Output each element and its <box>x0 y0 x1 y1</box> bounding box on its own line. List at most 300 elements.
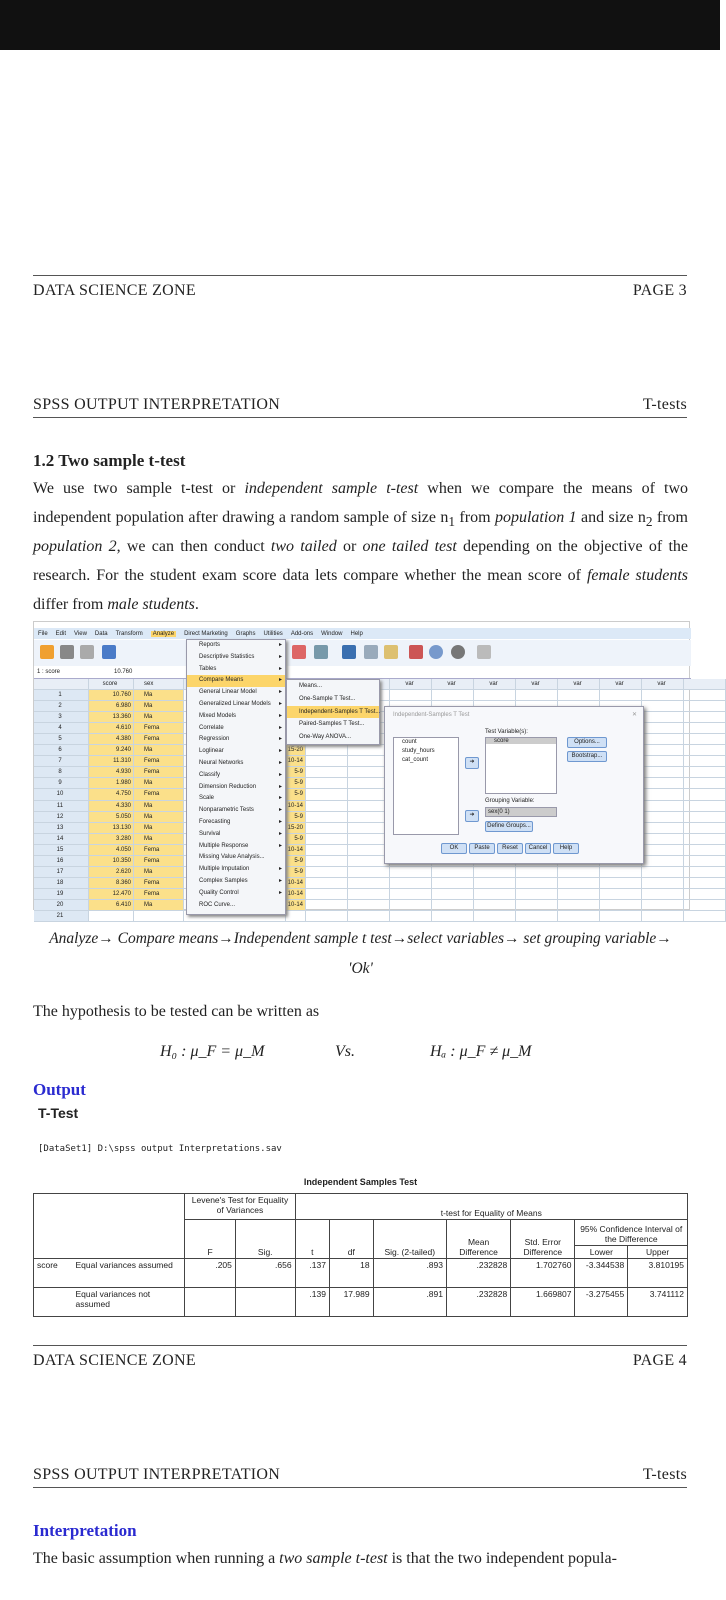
cell[interactable] <box>642 911 684 922</box>
cell[interactable] <box>684 712 726 723</box>
cell[interactable]: Ma <box>134 778 184 789</box>
cell[interactable] <box>642 856 684 867</box>
cell[interactable] <box>306 889 348 900</box>
submenu-item[interactable]: Independent-Samples T Test... <box>287 706 379 719</box>
cell[interactable] <box>642 889 684 900</box>
cell[interactable] <box>516 867 558 878</box>
cell[interactable]: Fema <box>134 789 184 800</box>
cell[interactable] <box>642 745 684 756</box>
cell[interactable] <box>642 723 684 734</box>
menu-window[interactable]: Window <box>321 630 343 637</box>
cell[interactable] <box>306 878 348 889</box>
cell[interactable] <box>306 767 348 778</box>
menu-item-label: Tables <box>199 665 217 672</box>
compare-means-submenu <box>286 679 380 745</box>
cell[interactable]: 10-14 <box>286 900 306 911</box>
cell[interactable] <box>684 834 726 845</box>
cell[interactable]: Fema <box>134 723 184 734</box>
menu-item[interactable] <box>187 841 285 853</box>
cell[interactable] <box>89 911 134 922</box>
cell[interactable] <box>684 745 726 756</box>
cell[interactable]: 10-14 <box>286 756 306 767</box>
cell[interactable] <box>306 834 348 845</box>
cell[interactable] <box>642 834 684 845</box>
menu-item[interactable] <box>187 864 285 876</box>
chevron-right-icon: ▸ <box>278 724 282 731</box>
cell-reference <box>34 667 691 679</box>
header-left: SPSS OUTPUT INTERPRETATION <box>33 396 281 413</box>
cell[interactable]: Fema <box>134 878 184 889</box>
row-number[interactable]: 18 <box>34 878 89 889</box>
cell[interactable] <box>474 867 516 878</box>
row-number[interactable]: 13 <box>34 823 89 834</box>
menu-item-label: Reports <box>199 642 221 648</box>
cell[interactable] <box>306 778 348 789</box>
alt-hypothesis: Hₐ : μ_F ≠ μ_M <box>430 1043 532 1060</box>
cell[interactable] <box>390 690 432 701</box>
row-number[interactable]: 9 <box>34 778 89 789</box>
cell[interactable]: 2.620 <box>89 867 134 878</box>
cell[interactable]: Ma <box>134 701 184 712</box>
cell[interactable]: 15-20 <box>286 823 306 834</box>
cell[interactable] <box>642 778 684 789</box>
chevron-right-icon: ▸ <box>278 866 282 873</box>
cell[interactable] <box>390 889 432 900</box>
scale-icon <box>364 645 378 659</box>
cell[interactable]: Fema <box>134 767 184 778</box>
cell[interactable] <box>306 756 348 767</box>
cell[interactable] <box>600 867 642 878</box>
cell-value: 1.702760 <box>511 1259 575 1288</box>
cell[interactable] <box>642 690 684 701</box>
cell[interactable]: 10.760 <box>89 690 134 701</box>
cell[interactable] <box>432 889 474 900</box>
cell[interactable] <box>684 778 726 789</box>
row-number[interactable]: 2 <box>34 701 89 712</box>
options-button[interactable]: Options... <box>567 737 607 748</box>
chevron-right-icon: ▸ <box>278 700 282 707</box>
cell[interactable] <box>642 767 684 778</box>
menu-item-label: ROC Curve... <box>199 901 236 908</box>
menu-item[interactable] <box>187 699 285 711</box>
col-header: Std. Error Difference <box>511 1220 575 1259</box>
cell[interactable] <box>642 900 684 911</box>
cell[interactable]: 1.980 <box>89 778 134 789</box>
menu-item-label: Correlate <box>199 724 224 731</box>
cell-value: 3.810195 <box>628 1259 688 1288</box>
cell[interactable] <box>600 900 642 911</box>
independent-samples-table <box>33 1193 688 1317</box>
cell[interactable] <box>306 911 348 922</box>
versus-label: Vs. <box>335 1043 355 1060</box>
col-header: Sig. (2-tailed) <box>373 1220 446 1259</box>
cell[interactable] <box>306 900 348 911</box>
row-number[interactable]: 1 <box>34 690 89 701</box>
cell[interactable]: 10-14 <box>286 845 306 856</box>
table-row <box>34 889 726 900</box>
cell[interactable] <box>684 823 726 834</box>
bootstrap-button[interactable]: Bootstrap... <box>567 751 607 762</box>
cell[interactable] <box>516 911 558 922</box>
cell[interactable] <box>306 745 348 756</box>
cell[interactable]: 5-9 <box>286 867 306 878</box>
cell[interactable] <box>432 690 474 701</box>
cell[interactable] <box>642 734 684 745</box>
move-arrow-icon[interactable]: ➜ <box>465 810 479 822</box>
menu-item[interactable] <box>187 758 285 770</box>
menu-item[interactable] <box>187 876 285 888</box>
test-variable-label: Test Variable(s): <box>485 729 528 735</box>
cell-value[interactable]: 10.760 <box>114 669 133 675</box>
table-row <box>34 1288 688 1317</box>
cell[interactable] <box>684 856 726 867</box>
cell[interactable]: Fema <box>134 889 184 900</box>
cell[interactable]: 4.750 <box>89 789 134 800</box>
independent-samples-dialog <box>384 706 644 864</box>
cell[interactable]: 13.130 <box>89 823 134 834</box>
cell[interactable]: Fema <box>134 756 184 767</box>
output-heading: Output <box>33 1080 86 1099</box>
row-number[interactable]: 21 <box>34 911 89 922</box>
cell[interactable] <box>684 756 726 767</box>
row-number[interactable]: 19 <box>34 889 89 900</box>
cell[interactable]: 5-9 <box>286 778 306 789</box>
cell[interactable] <box>684 812 726 823</box>
cell-value: .891 <box>373 1288 446 1317</box>
grouping-variable-field[interactable]: sex(0 1) <box>485 807 557 817</box>
cell[interactable] <box>558 867 600 878</box>
menu-item[interactable] <box>187 888 285 900</box>
header-right: T-tests <box>642 1466 687 1483</box>
cell-value: .656 <box>235 1259 295 1288</box>
menu-direct-marketing[interactable]: Direct Marketing <box>184 630 228 637</box>
chevron-right-icon: ▸ <box>278 642 282 648</box>
cell[interactable] <box>306 812 348 823</box>
menu-item[interactable] <box>187 675 285 687</box>
row-number[interactable]: 3 <box>34 712 89 723</box>
cell[interactable] <box>642 812 684 823</box>
cell[interactable] <box>684 889 726 900</box>
row-number[interactable]: 4 <box>34 723 89 734</box>
cell[interactable] <box>558 911 600 922</box>
row-number[interactable]: 14 <box>34 834 89 845</box>
test-variable-item[interactable]: score <box>486 738 556 744</box>
row-number[interactable]: 17 <box>34 867 89 878</box>
col-header[interactable]: var <box>558 679 600 690</box>
cell[interactable]: Ma <box>134 745 184 756</box>
row-number[interactable]: 20 <box>34 900 89 911</box>
cell[interactable] <box>390 911 432 922</box>
cell[interactable]: 4.380 <box>89 734 134 745</box>
menu-item[interactable] <box>187 770 285 782</box>
footer-left: DATA SCIENCE ZONE <box>33 1352 196 1369</box>
cell[interactable] <box>348 867 390 878</box>
cell[interactable] <box>558 889 600 900</box>
menu-item[interactable] <box>187 664 285 676</box>
row-number[interactable]: 5 <box>34 734 89 745</box>
test-variable-list[interactable] <box>485 737 557 794</box>
cell[interactable] <box>558 690 600 701</box>
chevron-right-icon: ▸ <box>278 759 282 766</box>
col-header[interactable]: var <box>390 679 432 690</box>
help-button[interactable]: Help <box>553 843 579 854</box>
cell[interactable] <box>684 878 726 889</box>
menu-item-label: Scale <box>199 795 215 802</box>
cell[interactable]: Ma <box>134 823 184 834</box>
cell[interactable]: Ma <box>134 712 184 723</box>
submenu-item[interactable]: Means... <box>299 683 323 689</box>
row-number[interactable]: 6 <box>34 745 89 756</box>
menu-edit[interactable]: Edit <box>55 630 67 637</box>
save-icon <box>60 645 74 659</box>
variable-item[interactable]: count <box>402 739 417 745</box>
cell[interactable] <box>390 878 432 889</box>
cell[interactable] <box>684 900 726 911</box>
cell[interactable]: 4.330 <box>89 801 134 812</box>
cell[interactable]: Ma <box>134 900 184 911</box>
variable-item[interactable]: study_hours <box>402 748 435 754</box>
col-header: F <box>185 1220 235 1259</box>
cell[interactable] <box>684 801 726 812</box>
row-number[interactable]: 7 <box>34 756 89 767</box>
menu-item[interactable] <box>187 734 285 746</box>
cell[interactable] <box>474 690 516 701</box>
variable-list[interactable] <box>393 737 459 835</box>
cell[interactable] <box>390 900 432 911</box>
cell[interactable]: 5-9 <box>286 812 306 823</box>
menu-file[interactable]: File <box>38 630 48 637</box>
menu-item[interactable] <box>187 640 285 652</box>
cell[interactable]: 4.610 <box>89 723 134 734</box>
cell[interactable]: 8.360 <box>89 878 134 889</box>
menu-item-label: Complex Samples <box>199 877 248 884</box>
cancel-button[interactable]: Cancel <box>525 843 551 854</box>
cell[interactable]: 10-14 <box>286 801 306 812</box>
cell[interactable]: 12.470 <box>89 889 134 900</box>
cell[interactable]: 3.280 <box>89 834 134 845</box>
cell[interactable] <box>642 701 684 712</box>
cell[interactable] <box>306 845 348 856</box>
chevron-right-icon: ▸ <box>278 771 282 778</box>
cell[interactable] <box>684 690 726 701</box>
ttest-header: t-test for Equality of Means <box>295 1194 687 1220</box>
menu-item[interactable] <box>187 805 285 817</box>
reset-button[interactable]: Reset <box>497 843 523 854</box>
chevron-right-icon: ▸ <box>278 736 282 743</box>
row-number[interactable]: 11 <box>34 801 89 812</box>
cell[interactable] <box>474 889 516 900</box>
close-icon[interactable]: ✕ <box>631 712 637 718</box>
cell[interactable] <box>642 845 684 856</box>
cell[interactable] <box>306 789 348 800</box>
cell[interactable] <box>306 856 348 867</box>
col-header[interactable]: var <box>432 679 474 690</box>
row-number[interactable]: 15 <box>34 845 89 856</box>
page-number: PAGE 4 <box>632 1352 687 1369</box>
cell[interactable]: Ma <box>134 867 184 878</box>
cell[interactable] <box>684 845 726 856</box>
menu-item[interactable] <box>187 723 285 735</box>
cell[interactable]: 11.310 <box>89 756 134 767</box>
cell[interactable] <box>134 911 184 922</box>
row-number[interactable]: 12 <box>34 812 89 823</box>
cell[interactable] <box>474 900 516 911</box>
cell[interactable]: 10-14 <box>286 889 306 900</box>
submenu-item[interactable]: Paired-Samples T Test... <box>299 721 365 728</box>
cell[interactable]: 10.350 <box>89 856 134 867</box>
cell[interactable] <box>558 900 600 911</box>
row-number[interactable]: 16 <box>34 856 89 867</box>
menu-item[interactable] <box>187 793 285 805</box>
cell[interactable] <box>684 911 726 922</box>
cell[interactable] <box>306 867 348 878</box>
menu-item[interactable] <box>187 687 285 699</box>
data-icon <box>102 645 116 659</box>
cell[interactable] <box>684 734 726 745</box>
menu-item-label: Nonparametric Tests <box>199 807 254 814</box>
row-number[interactable]: 10 <box>34 789 89 800</box>
cell[interactable] <box>684 767 726 778</box>
cell[interactable] <box>642 867 684 878</box>
cell[interactable] <box>600 911 642 922</box>
menu-item[interactable] <box>187 746 285 758</box>
analyze-menu <box>186 639 286 915</box>
cell[interactable] <box>286 911 306 922</box>
menu-analyze[interactable]: Analyze <box>152 630 175 637</box>
cell[interactable] <box>516 900 558 911</box>
cell[interactable]: 4.930 <box>89 767 134 778</box>
menu-item[interactable] <box>187 711 285 723</box>
chevron-right-icon: ▸ <box>278 842 282 849</box>
header-left: SPSS OUTPUT INTERPRETATION <box>33 1466 281 1483</box>
cell[interactable]: Fema <box>134 856 184 867</box>
col-header[interactable]: var <box>600 679 642 690</box>
menu-item[interactable] <box>187 829 285 841</box>
cell[interactable]: Ma <box>134 834 184 845</box>
cell[interactable] <box>642 756 684 767</box>
divider <box>33 275 687 276</box>
cell[interactable] <box>684 867 726 878</box>
cell[interactable]: Fema <box>134 845 184 856</box>
cell[interactable]: 5.050 <box>89 812 134 823</box>
cell[interactable] <box>516 878 558 889</box>
cell-value: -3.275455 <box>575 1288 628 1317</box>
cell-ref-label: 1 : score <box>37 669 61 675</box>
cell[interactable] <box>600 878 642 889</box>
cell[interactable] <box>474 878 516 889</box>
cell[interactable] <box>390 867 432 878</box>
cell[interactable] <box>684 701 726 712</box>
cell[interactable]: 4.050 <box>89 845 134 856</box>
col-header[interactable]: var <box>474 679 516 690</box>
cell[interactable] <box>432 878 474 889</box>
cell[interactable] <box>642 712 684 723</box>
col-header[interactable]: var <box>642 679 684 690</box>
submenu-item[interactable]: One-Way ANOVA... <box>299 734 352 741</box>
cell[interactable] <box>600 690 642 701</box>
cell[interactable] <box>306 801 348 812</box>
cell[interactable] <box>600 889 642 900</box>
cell[interactable] <box>684 723 726 734</box>
cell[interactable]: 13.360 <box>89 712 134 723</box>
menu-item[interactable] <box>187 900 285 912</box>
cell[interactable] <box>306 823 348 834</box>
cell[interactable] <box>432 911 474 922</box>
menu-item[interactable] <box>187 817 285 829</box>
menu-item-label: Forecasting <box>199 818 231 825</box>
menu-item[interactable] <box>187 852 285 864</box>
cell-value: .232828 <box>446 1288 510 1317</box>
col-header[interactable]: sex <box>134 679 184 690</box>
menu-data[interactable]: Data <box>94 630 108 637</box>
cell[interactable]: 9.240 <box>89 745 134 756</box>
menu-transform[interactable]: Transform <box>115 630 143 637</box>
cell[interactable]: Ma <box>134 812 184 823</box>
submenu-item[interactable]: One-Sample T Test... <box>299 695 356 702</box>
cell[interactable] <box>642 878 684 889</box>
cell[interactable] <box>474 911 516 922</box>
cell[interactable]: 6.980 <box>89 701 134 712</box>
menu-help[interactable]: Help <box>350 630 363 637</box>
cell[interactable] <box>642 789 684 800</box>
chevron-right-icon: ▸ <box>278 783 282 790</box>
interpretation-heading: Interpretation <box>33 1521 137 1540</box>
menu-add-ons[interactable]: Add-ons <box>290 630 314 637</box>
status-bar <box>0 0 720 50</box>
table-icon <box>314 645 328 659</box>
cell[interactable] <box>432 867 474 878</box>
paste-button[interactable]: Paste <box>469 843 495 854</box>
cell[interactable] <box>348 878 390 889</box>
col-header[interactable]: score <box>89 679 134 690</box>
cell[interactable] <box>432 900 474 911</box>
cell[interactable] <box>516 690 558 701</box>
cell[interactable]: Ma <box>134 801 184 812</box>
cell[interactable] <box>642 823 684 834</box>
caption-line: 'Ok' <box>348 960 373 977</box>
row-label: Equal variances not assumed <box>73 1288 185 1317</box>
menu-view[interactable]: View <box>74 630 87 637</box>
define-groups-button[interactable]: Define Groups... <box>485 821 533 832</box>
col-header[interactable]: var <box>516 679 558 690</box>
cell[interactable] <box>348 900 390 911</box>
ok-button[interactable]: OK <box>441 843 467 854</box>
cell[interactable] <box>348 911 390 922</box>
menu-utilities[interactable]: Utilities <box>263 630 283 637</box>
cell[interactable]: 10-14 <box>286 878 306 889</box>
cell[interactable]: 5-9 <box>286 856 306 867</box>
menu-item[interactable] <box>187 782 285 794</box>
menu-item[interactable] <box>187 652 285 664</box>
cell[interactable]: Ma <box>134 690 184 701</box>
move-arrow-icon[interactable]: ➜ <box>465 757 479 769</box>
cell[interactable] <box>642 801 684 812</box>
variable-item[interactable]: cat_count <box>402 757 429 763</box>
menu-graphs[interactable]: Graphs <box>235 630 256 637</box>
cell[interactable] <box>684 789 726 800</box>
cell[interactable] <box>348 889 390 900</box>
row-number[interactable]: 8 <box>34 767 89 778</box>
cell[interactable]: 5-9 <box>286 767 306 778</box>
cell[interactable] <box>516 889 558 900</box>
cell[interactable]: 5-9 <box>286 834 306 845</box>
col-header[interactable] <box>684 679 726 690</box>
cell[interactable]: Fema <box>134 734 184 745</box>
cell[interactable] <box>558 878 600 889</box>
cell[interactable]: 5-9 <box>286 789 306 800</box>
cell[interactable]: 6.410 <box>89 900 134 911</box>
cell[interactable]: 15-20 <box>286 745 306 756</box>
